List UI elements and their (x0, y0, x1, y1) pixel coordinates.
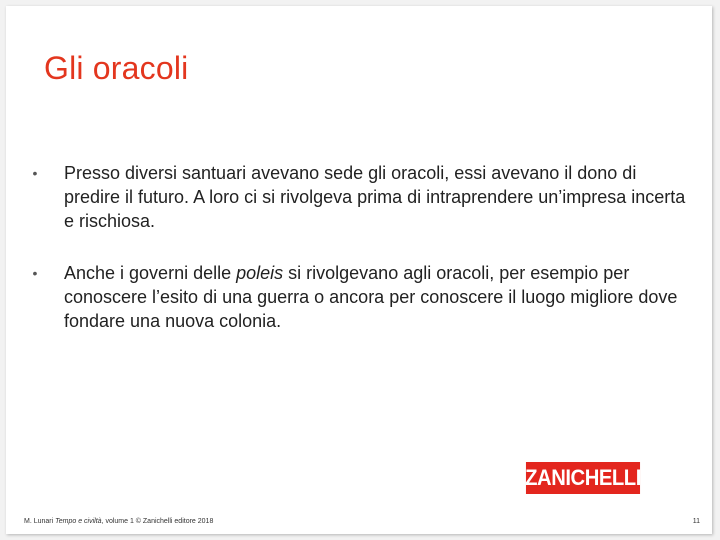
bullet-text: Presso diversi santuari avevano sede gli oracoli, essi avevano il dono di predire il futuro. A loro ci si rivolgeva prima di intraprendere un’impresa incerta e rischiosa. (64, 163, 686, 231)
publisher-logo: ZANICHELLI (526, 462, 640, 494)
bullet-text (64, 263, 677, 331)
footer-credit-italic: Tempo e civiltà (55, 518, 102, 525)
page-number: 11 (692, 518, 700, 525)
slide-title: Gli oracoli (44, 50, 189, 86)
bullet-item (28, 261, 688, 333)
footer-credit-part: M. Lunari (24, 518, 56, 525)
footer-credit-part: , volume 1 © Zanichelli editore 2018 (101, 518, 214, 525)
bullet-text-part: Anche i governi delle (64, 263, 237, 283)
bullet-item (28, 161, 688, 233)
bullet-text-italic: poleis (236, 263, 284, 283)
slide (6, 6, 712, 534)
bullet-text-part: si rivolgevano agli oracoli, per esempio per conoscere l’esito di una guerra o ancora per conoscere il luogo migliore dove fondare una nuova colonia. (64, 263, 678, 331)
footer-credit (24, 518, 213, 525)
bullet-marker: • (32, 265, 38, 281)
bullet-marker: • (32, 165, 38, 181)
bullet-list (28, 161, 688, 361)
